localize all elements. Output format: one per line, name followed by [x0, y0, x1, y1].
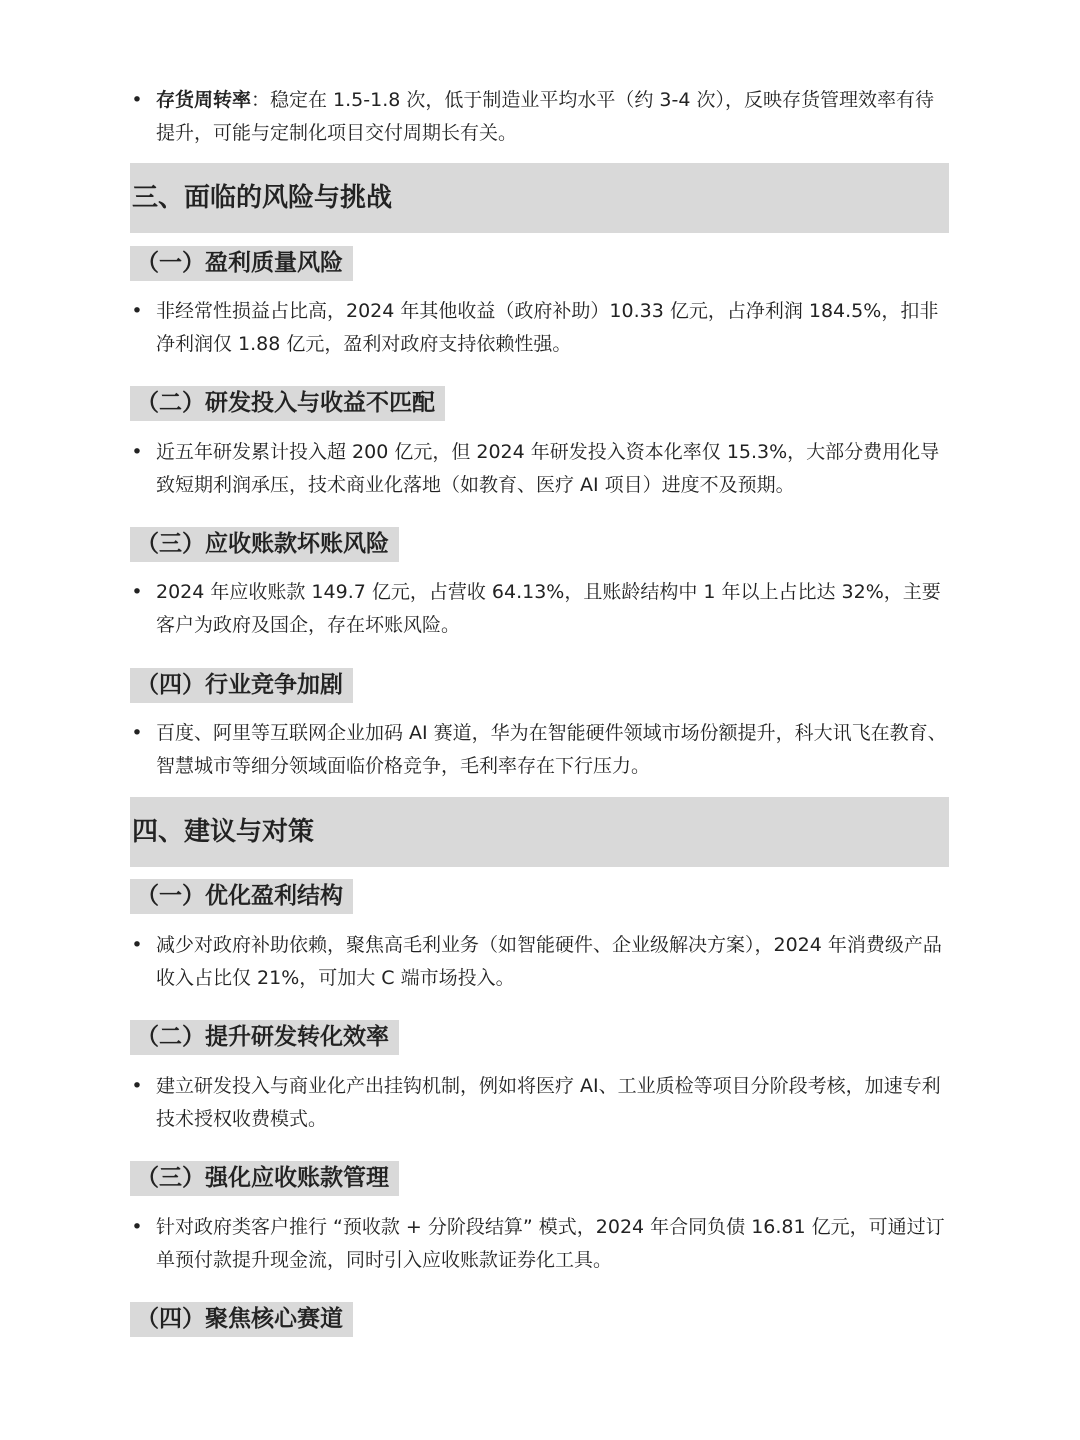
receivables-risk-bullet [130, 576, 950, 642]
bullet-text: 非经常性损益占比高，2024 年其他收益（政府补助）10.33 亿元，占净利润 184.5%，扣非净利润仅 1.88 亿元，盈利对政府支持依赖性强。 [156, 300, 939, 355]
rd-mismatch-bullet [130, 436, 950, 502]
inventory-turnover-bullet [130, 84, 950, 150]
bullet-text: 针对政府类客户推行 “预收款 + 分阶段结算” 模式，2024 年合同负债 16.81 亿元，可通过订单预付款提升现金流，同时引入应收账款证券化工具。 [156, 1216, 945, 1271]
bullet-text: 减少对政府补助依赖，聚焦高毛利业务（如智能硬件、企业级解决方案），2024 年消费级产品收入占比仅 21%，可加大 C 端市场投入。 [156, 934, 942, 989]
competition-bullet [130, 717, 950, 783]
profit-quality-bullet [130, 295, 950, 361]
subheading-optimize-profit: （一）优化盈利结构 [130, 879, 353, 914]
section-heading-recommendations: 四、建议与对策 [130, 797, 949, 867]
bullet-keyword: 存货周转率 [156, 89, 252, 111]
bullet-text: 近五年研发累计投入超 200 亿元，但 2024 年研发投入资本化率仅 15.3%，大部分费用化导致短期利润承压，技术商业化落地（如教育、医疗 AI 项目）进度不及预期。 [156, 441, 940, 496]
bullet-text: 建立研发投入与商业化产出挂钩机制，例如将医疗 AI、工业质检等项目分阶段考核，加速专利技术授权收费模式。 [156, 1075, 941, 1130]
bullet-dot: • [131, 581, 143, 603]
bullet-dot: • [131, 934, 143, 956]
subheading-core-track: （四）聚焦核心赛道 [130, 1302, 353, 1337]
bullet-dot: • [131, 722, 143, 744]
bullet-text: 2024 年应收账款 149.7 亿元，占营收 64.13%，且账龄结构中 1 年以上占比达 32%，主要客户为政府及国企，存在坏账风险。 [156, 581, 941, 636]
subheading-rd-efficiency: （二）提升研发转化效率 [130, 1020, 399, 1055]
bullet-text: 百度、阿里等互联网企业加码 AI 赛道，华为在智能硬件领域市场份额提升，科大讯飞在教育、智慧城市等细分领域面临价格竞争，毛利率存在下行压力。 [156, 722, 947, 777]
bullet-body: ：稳定在 1.5-1.8 次，低于制造业平均水平（约 3-4 次），反映存货管理效率有待提升，可能与定制化项目交付周期长有关。 [156, 89, 934, 144]
bullet-dot: • [131, 300, 143, 322]
rd-efficiency-bullet [130, 1070, 950, 1136]
subheading-profit-quality-risk: （一）盈利质量风险 [130, 246, 353, 281]
subheading-rd-mismatch: （二）研发投入与收益不匹配 [130, 386, 445, 421]
receivables-management-bullet [130, 1211, 950, 1277]
bullet-dot: • [131, 441, 143, 463]
optimize-profit-bullet [130, 929, 950, 995]
bullet-text [156, 84, 950, 150]
section-heading-risks: 三、面临的风险与挑战 [130, 163, 949, 233]
bullet-dot: • [131, 1075, 143, 1097]
bullet-dot: • [131, 89, 143, 111]
subheading-receivables-risk: （三）应收账款坏账风险 [130, 527, 399, 562]
subheading-receivables-management: （三）强化应收账款管理 [130, 1161, 399, 1196]
subheading-competition: （四）行业竞争加剧 [130, 668, 353, 703]
bullet-dot: • [131, 1216, 143, 1238]
